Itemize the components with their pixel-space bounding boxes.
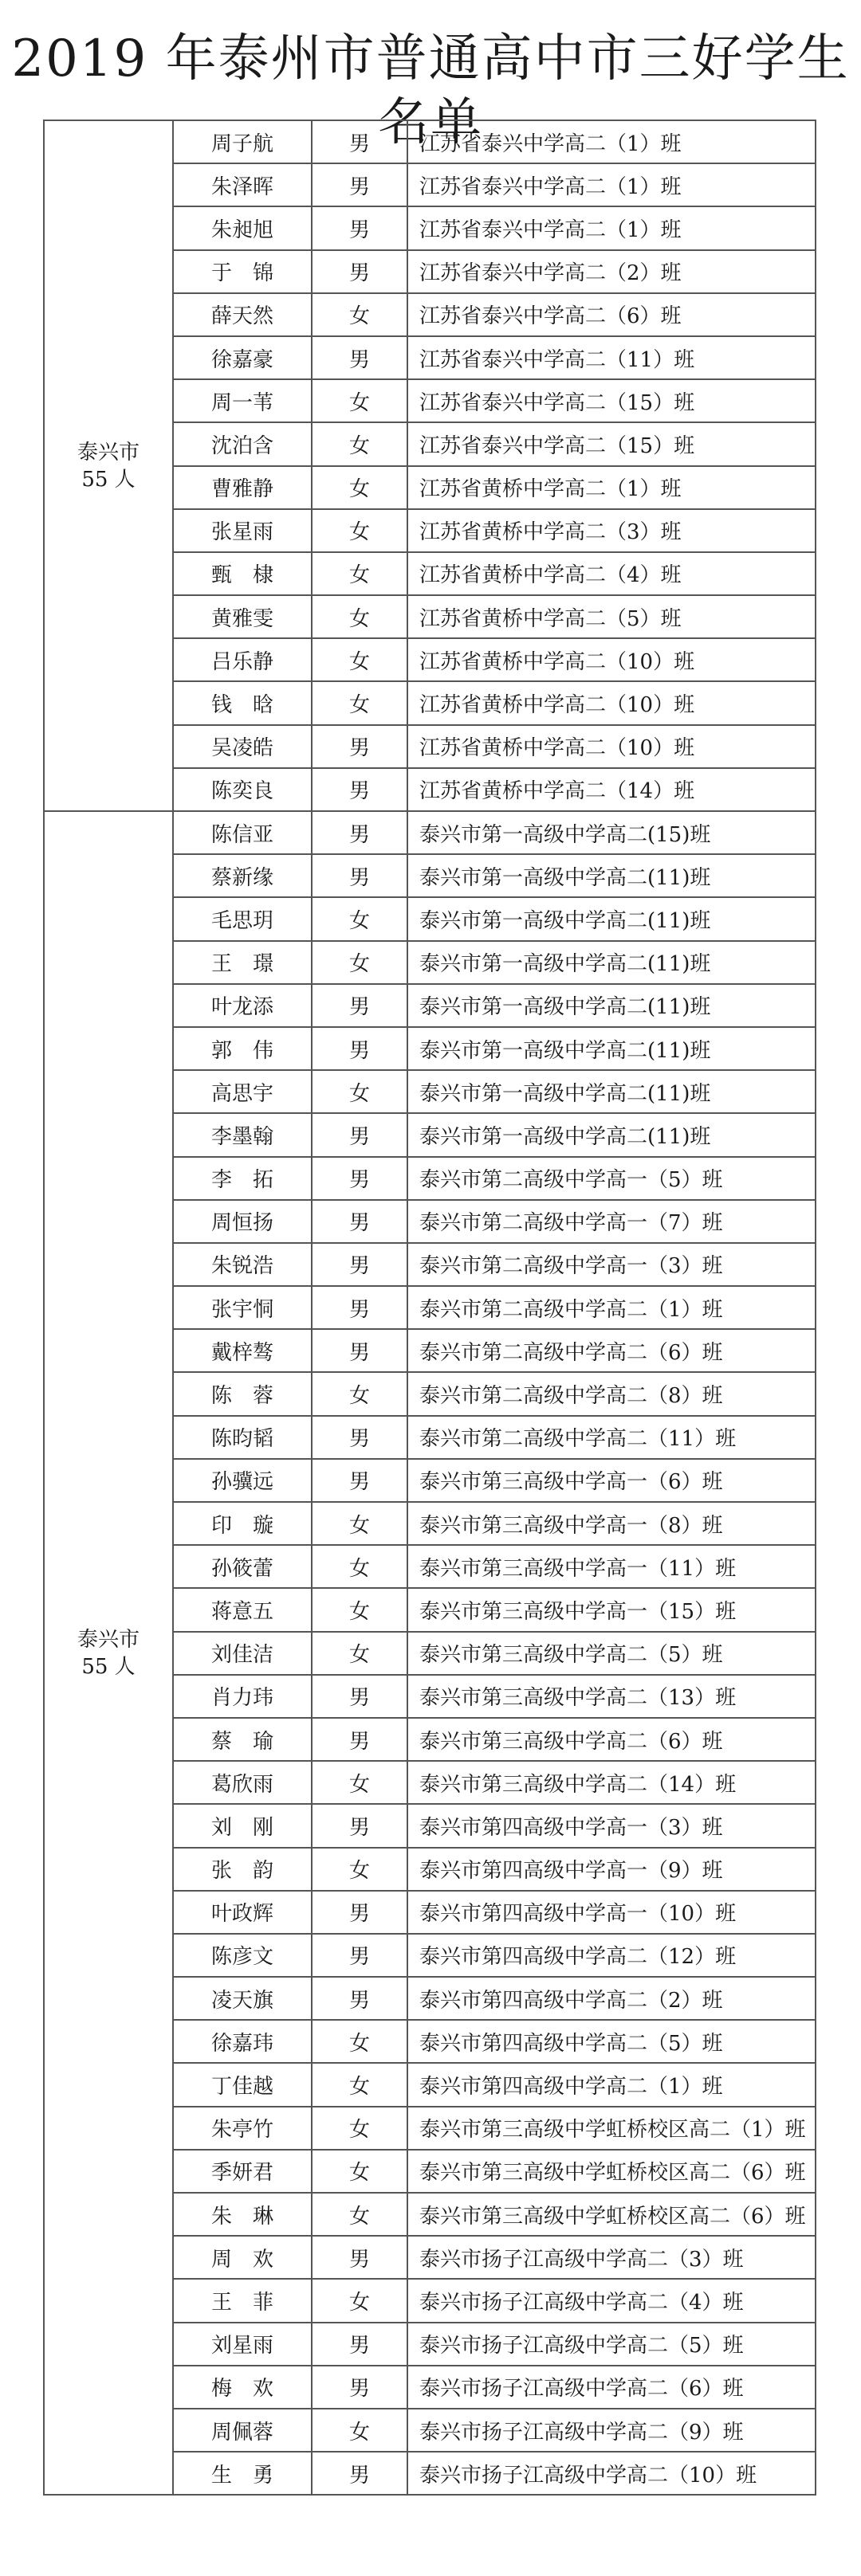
student-table-body (44, 120, 816, 2495)
student-name-cell: 刘 刚 (173, 1804, 312, 1847)
student-name-cell: 季妍君 (173, 2150, 312, 2193)
school-class-cell: 江苏省泰兴中学高二（11）班 (407, 336, 816, 379)
student-name-cell: 蒋意五 (173, 1588, 312, 1631)
student-name-cell: 李墨翰 (173, 1113, 312, 1156)
gender-cell: 女 (312, 1848, 407, 1891)
school-class-cell: 江苏省泰兴中学高二（2）班 (407, 250, 816, 293)
school-class-cell: 泰兴市扬子江高级中学高二（9）班 (407, 2409, 816, 2452)
student-name-cell: 叶龙添 (173, 984, 312, 1027)
school-class-cell: 泰兴市第二高级中学高二（11）班 (407, 1416, 816, 1459)
student-name-cell: 周一苇 (173, 379, 312, 422)
student-name-cell: 戴梓骜 (173, 1329, 312, 1372)
gender-cell: 男 (312, 1718, 407, 1761)
student-name-cell: 张星雨 (173, 509, 312, 552)
student-name-cell: 葛欣雨 (173, 1761, 312, 1804)
gender-cell: 女 (312, 2193, 407, 2236)
student-name-cell: 陈奕良 (173, 768, 312, 811)
student-name-cell: 蔡 瑜 (173, 1718, 312, 1761)
gender-cell: 男 (312, 768, 407, 811)
school-class-cell: 泰兴市第三高级中学高一（8）班 (407, 1502, 816, 1545)
school-class-cell: 江苏省黄桥中学高二（10）班 (407, 681, 816, 724)
school-class-cell: 泰兴市第二高级中学高一（7）班 (407, 1200, 816, 1243)
gender-cell: 男 (312, 1416, 407, 1459)
school-class-cell: 泰兴市扬子江高级中学高二（6）班 (407, 2366, 816, 2409)
student-name-cell: 曹雅静 (173, 466, 312, 509)
school-class-cell: 泰兴市第四高级中学高二（12）班 (407, 1934, 816, 1977)
school-class-cell: 泰兴市第三高级中学高二（6）班 (407, 1718, 816, 1761)
student-name-cell: 蔡新缘 (173, 854, 312, 897)
gender-cell: 女 (312, 681, 407, 724)
student-name-cell: 刘佳洁 (173, 1632, 312, 1675)
school-class-cell: 泰兴市第一高级中学高二(11)班 (407, 984, 816, 1027)
student-name-cell: 周 欢 (173, 2236, 312, 2279)
gender-cell: 女 (312, 1502, 407, 1545)
school-class-cell: 江苏省泰兴中学高二（15）班 (407, 422, 816, 465)
gender-cell: 女 (312, 1588, 407, 1631)
student-name-cell: 李 拓 (173, 1157, 312, 1200)
student-name-cell: 黄雅雯 (173, 595, 312, 638)
gender-cell: 女 (312, 897, 407, 940)
school-class-cell: 江苏省黄桥中学高二（3）班 (407, 509, 816, 552)
student-name-cell: 甄 棣 (173, 552, 312, 595)
student-name-cell: 徐嘉玮 (173, 2020, 312, 2063)
school-class-cell: 泰兴市扬子江高级中学高二（5）班 (407, 2323, 816, 2366)
school-class-cell: 泰兴市第一高级中学高二(11)班 (407, 897, 816, 940)
student-name-cell: 丁佳越 (173, 2063, 312, 2106)
school-class-cell: 江苏省黄桥中学高二（5）班 (407, 595, 816, 638)
gender-cell: 男 (312, 2366, 407, 2409)
school-class-cell: 泰兴市第一高级中学高二(15)班 (407, 811, 816, 854)
student-name-cell: 高思宇 (173, 1070, 312, 1113)
student-name-cell: 朱亭竹 (173, 2107, 312, 2150)
school-class-cell: 泰兴市第一高级中学高二(11)班 (407, 1027, 816, 1070)
school-class-cell: 江苏省泰兴中学高二（15）班 (407, 379, 816, 422)
region-cell: 泰兴市 55 人 (44, 811, 173, 2495)
student-name-cell: 梅 欢 (173, 2366, 312, 2409)
student-name-cell: 徐嘉豪 (173, 336, 312, 379)
school-class-cell: 泰兴市第三高级中学高一（6）班 (407, 1459, 816, 1502)
school-class-cell: 江苏省泰兴中学高二（1）班 (407, 163, 816, 206)
gender-cell: 男 (312, 2236, 407, 2279)
gender-cell: 女 (312, 552, 407, 595)
gender-cell: 女 (312, 1372, 407, 1415)
gender-cell: 女 (312, 2107, 407, 2150)
school-class-cell: 泰兴市第二高级中学高二（1）班 (407, 1286, 816, 1329)
school-class-cell: 泰兴市第四高级中学高二（5）班 (407, 2020, 816, 2063)
school-class-cell: 江苏省泰兴中学高二（1）班 (407, 120, 816, 163)
gender-cell: 男 (312, 2323, 407, 2366)
school-class-cell: 泰兴市第四高级中学高二（2）班 (407, 1977, 816, 2020)
student-name-cell: 张 韵 (173, 1848, 312, 1891)
gender-cell: 女 (312, 1632, 407, 1675)
school-class-cell: 江苏省泰兴中学高二（1）班 (407, 206, 816, 249)
gender-cell: 女 (312, 379, 407, 422)
gender-cell: 女 (312, 422, 407, 465)
gender-cell: 女 (312, 1545, 407, 1588)
gender-cell: 男 (312, 1200, 407, 1243)
gender-cell: 男 (312, 1157, 407, 1200)
student-name-cell: 王 璟 (173, 941, 312, 984)
gender-cell: 男 (312, 1286, 407, 1329)
school-class-cell: 泰兴市第三高级中学高一（15）班 (407, 1588, 816, 1631)
student-name-cell: 周子航 (173, 120, 312, 163)
student-name-cell: 于 锦 (173, 250, 312, 293)
school-class-cell: 江苏省泰兴中学高二（6）班 (407, 293, 816, 336)
student-name-cell: 印 璇 (173, 1502, 312, 1545)
school-class-cell: 泰兴市第三高级中学虹桥校区高二（6）班 (407, 2150, 816, 2193)
gender-cell: 女 (312, 509, 407, 552)
school-class-cell: 泰兴市第四高级中学高二（1）班 (407, 2063, 816, 2106)
school-class-cell: 江苏省黄桥中学高二（14）班 (407, 768, 816, 811)
school-class-cell: 泰兴市第一高级中学高二(11)班 (407, 1070, 816, 1113)
region-cell: 泰兴市 55 人 (44, 120, 173, 811)
gender-cell: 男 (312, 250, 407, 293)
school-class-cell: 泰兴市第三高级中学高二（13）班 (407, 1675, 816, 1718)
school-class-cell: 泰兴市第三高级中学高二（14）班 (407, 1761, 816, 1804)
student-name-cell: 周佩蓉 (173, 2409, 312, 2452)
student-name-cell: 薛天然 (173, 293, 312, 336)
student-name-cell: 郭 伟 (173, 1027, 312, 1070)
school-class-cell: 泰兴市第三高级中学高一（11）班 (407, 1545, 816, 1588)
gender-cell: 男 (312, 1804, 407, 1847)
school-class-cell: 泰兴市扬子江高级中学高二（10）班 (407, 2452, 816, 2495)
gender-cell: 女 (312, 466, 407, 509)
school-class-cell: 泰兴市第一高级中学高二(11)班 (407, 1113, 816, 1156)
gender-cell: 女 (312, 2409, 407, 2452)
gender-cell: 男 (312, 206, 407, 249)
student-name-cell: 凌天旗 (173, 1977, 312, 2020)
student-name-cell: 陈 蓉 (173, 1372, 312, 1415)
gender-cell: 女 (312, 595, 407, 638)
gender-cell: 男 (312, 1675, 407, 1718)
student-name-cell: 陈彦文 (173, 1934, 312, 1977)
gender-cell: 男 (312, 336, 407, 379)
school-class-cell: 江苏省黄桥中学高二（4）班 (407, 552, 816, 595)
student-name-cell: 叶政辉 (173, 1891, 312, 1934)
school-class-cell: 泰兴市第一高级中学高二(11)班 (407, 854, 816, 897)
gender-cell: 男 (312, 854, 407, 897)
school-class-cell: 泰兴市第四高级中学高一（10）班 (407, 1891, 816, 1934)
school-class-cell: 泰兴市第三高级中学高二（5）班 (407, 1632, 816, 1675)
table-row (44, 811, 816, 854)
gender-cell: 男 (312, 1891, 407, 1934)
student-name-cell: 朱泽晖 (173, 163, 312, 206)
student-name-cell: 朱昶旭 (173, 206, 312, 249)
student-name-cell: 孙筱蕾 (173, 1545, 312, 1588)
student-list-sheet (43, 120, 816, 2496)
school-class-cell: 江苏省黄桥中学高二（1）班 (407, 466, 816, 509)
student-name-cell: 孙骥远 (173, 1459, 312, 1502)
school-class-cell: 泰兴市扬子江高级中学高二（4）班 (407, 2279, 816, 2322)
gender-cell: 男 (312, 1243, 407, 1286)
gender-cell: 男 (312, 1329, 407, 1372)
school-class-cell: 江苏省黄桥中学高二（10）班 (407, 638, 816, 681)
gender-cell: 女 (312, 1070, 407, 1113)
gender-cell: 男 (312, 725, 407, 768)
table-row (44, 120, 816, 163)
gender-cell: 男 (312, 1113, 407, 1156)
gender-cell: 女 (312, 1761, 407, 1804)
student-name-cell: 朱 琳 (173, 2193, 312, 2236)
school-class-cell: 泰兴市第三高级中学虹桥校区高二（6）班 (407, 2193, 816, 2236)
gender-cell: 男 (312, 163, 407, 206)
student-name-cell: 周恒扬 (173, 1200, 312, 1243)
school-class-cell: 泰兴市第四高级中学高一（9）班 (407, 1848, 816, 1891)
gender-cell: 男 (312, 1027, 407, 1070)
page-title: 2019 年泰州市普通高中市三好学生名单 (11, 29, 850, 152)
school-class-cell: 泰兴市第二高级中学高一（3）班 (407, 1243, 816, 1286)
gender-cell: 男 (312, 1934, 407, 1977)
gender-cell: 男 (312, 811, 407, 854)
student-table (43, 120, 816, 2496)
school-class-cell: 泰兴市第四高级中学高一（3）班 (407, 1804, 816, 1847)
gender-cell: 女 (312, 941, 407, 984)
gender-cell: 男 (312, 120, 407, 163)
student-name-cell: 陈昀韬 (173, 1416, 312, 1459)
student-name-cell: 王 菲 (173, 2279, 312, 2322)
student-name-cell: 张宇恫 (173, 1286, 312, 1329)
student-name-cell: 朱锐浩 (173, 1243, 312, 1286)
student-name-cell: 吴凌皓 (173, 725, 312, 768)
school-class-cell: 泰兴市第二高级中学高一（5）班 (407, 1157, 816, 1200)
gender-cell: 女 (312, 293, 407, 336)
school-class-cell: 泰兴市第二高级中学高二（6）班 (407, 1329, 816, 1372)
gender-cell: 男 (312, 1977, 407, 2020)
gender-cell: 女 (312, 2279, 407, 2322)
gender-cell: 女 (312, 638, 407, 681)
student-name-cell: 陈信亚 (173, 811, 312, 854)
student-name-cell: 肖力玮 (173, 1675, 312, 1718)
school-class-cell: 江苏省黄桥中学高二（10）班 (407, 725, 816, 768)
student-name-cell: 吕乐静 (173, 638, 312, 681)
gender-cell: 男 (312, 984, 407, 1027)
gender-cell: 女 (312, 2150, 407, 2193)
gender-cell: 男 (312, 1459, 407, 1502)
student-name-cell: 生 勇 (173, 2452, 312, 2495)
gender-cell: 男 (312, 2452, 407, 2495)
student-name-cell: 钱 晗 (173, 681, 312, 724)
school-class-cell: 泰兴市第二高级中学高二（8）班 (407, 1372, 816, 1415)
student-name-cell: 毛思玥 (173, 897, 312, 940)
gender-cell: 女 (312, 2063, 407, 2106)
school-class-cell: 泰兴市第一高级中学高二(11)班 (407, 941, 816, 984)
school-class-cell: 泰兴市第三高级中学虹桥校区高二（1）班 (407, 2107, 816, 2150)
student-name-cell: 刘星雨 (173, 2323, 312, 2366)
gender-cell: 女 (312, 2020, 407, 2063)
student-name-cell: 沈泊含 (173, 422, 312, 465)
school-class-cell: 泰兴市扬子江高级中学高二（3）班 (407, 2236, 816, 2279)
